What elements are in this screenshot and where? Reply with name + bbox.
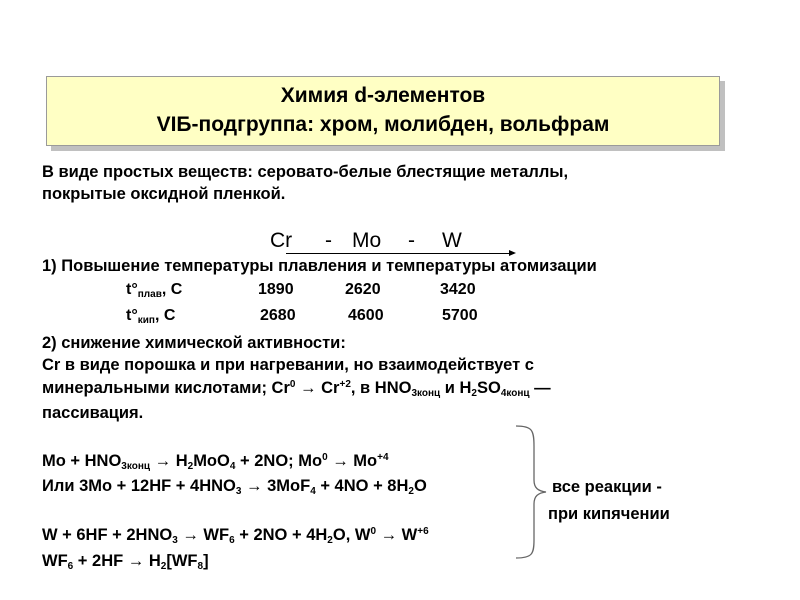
boiling-label: $t^\circ_{кип}$, C	[126, 307, 176, 326]
curly-brace	[512, 424, 552, 560]
reaction-mo-1: $Mo + HNO_{3конц} \to H_2MoO_4 + 2NO$; $Mo^0 \to Mo^{+4}$	[42, 452, 389, 472]
series-cr: Cr	[270, 229, 293, 252]
melting-w: 3420	[440, 281, 476, 298]
intro-line-2: покрытые оксидной пленкой.	[42, 185, 286, 203]
boiling-cr: 2680	[260, 307, 296, 324]
point-2-line-3: пассивация.	[42, 404, 144, 422]
melting-mo: 2620	[345, 281, 381, 298]
boiling-mo: 4600	[348, 307, 384, 324]
series-arrow	[286, 253, 514, 254]
melting-cr: 1890	[258, 281, 294, 298]
series-mo: Mo	[352, 229, 382, 252]
point-1: 1) Повышение температуры плавления и температуры атомизации	[42, 257, 597, 275]
boiling-w: 5700	[442, 307, 478, 324]
note-line-2: при кипячении	[548, 505, 670, 523]
series-dash-2: -	[408, 229, 415, 252]
point-2-line-2: минеральными кислотами; $Cr^0 \to Cr^{+2}$, в $HNO_{3конц}$ и $H_2SO_{4конц}$ —	[42, 379, 551, 399]
note-line-1: все реакции -	[552, 478, 662, 496]
series-w: W	[442, 229, 462, 252]
title-line-2: VIБ-подгруппа: хром, молибден, вольфрам	[156, 113, 610, 136]
title-line-1: Химия d-элементов	[280, 84, 486, 107]
melting-label: $t^\circ_{плав}$, C	[126, 281, 183, 300]
reaction-w-2: $WF_6 + 2HF \to H_2[WF_8]$	[42, 552, 209, 572]
reaction-mo-2: Или $3Mo + 12HF + 4HNO_3 \to 3MoF_4 + 4NO + 8H_2O$	[42, 477, 427, 497]
title-box	[46, 76, 720, 146]
series-dash-1: -	[325, 229, 332, 252]
point-2-line-1: Cr в виде порошка и при нагревании, но взаимодействует с	[42, 356, 534, 374]
reaction-w-1: $W + 6HF + 2HNO_3 \to WF_6 + 2NO + 4H_2O$, $W^0 \to W^{+6}$	[42, 526, 429, 546]
point-2: 2) снижение химической активности:	[42, 334, 346, 352]
intro-line-1: В виде простых веществ: серовато-белые блестящие металлы,	[42, 163, 569, 181]
